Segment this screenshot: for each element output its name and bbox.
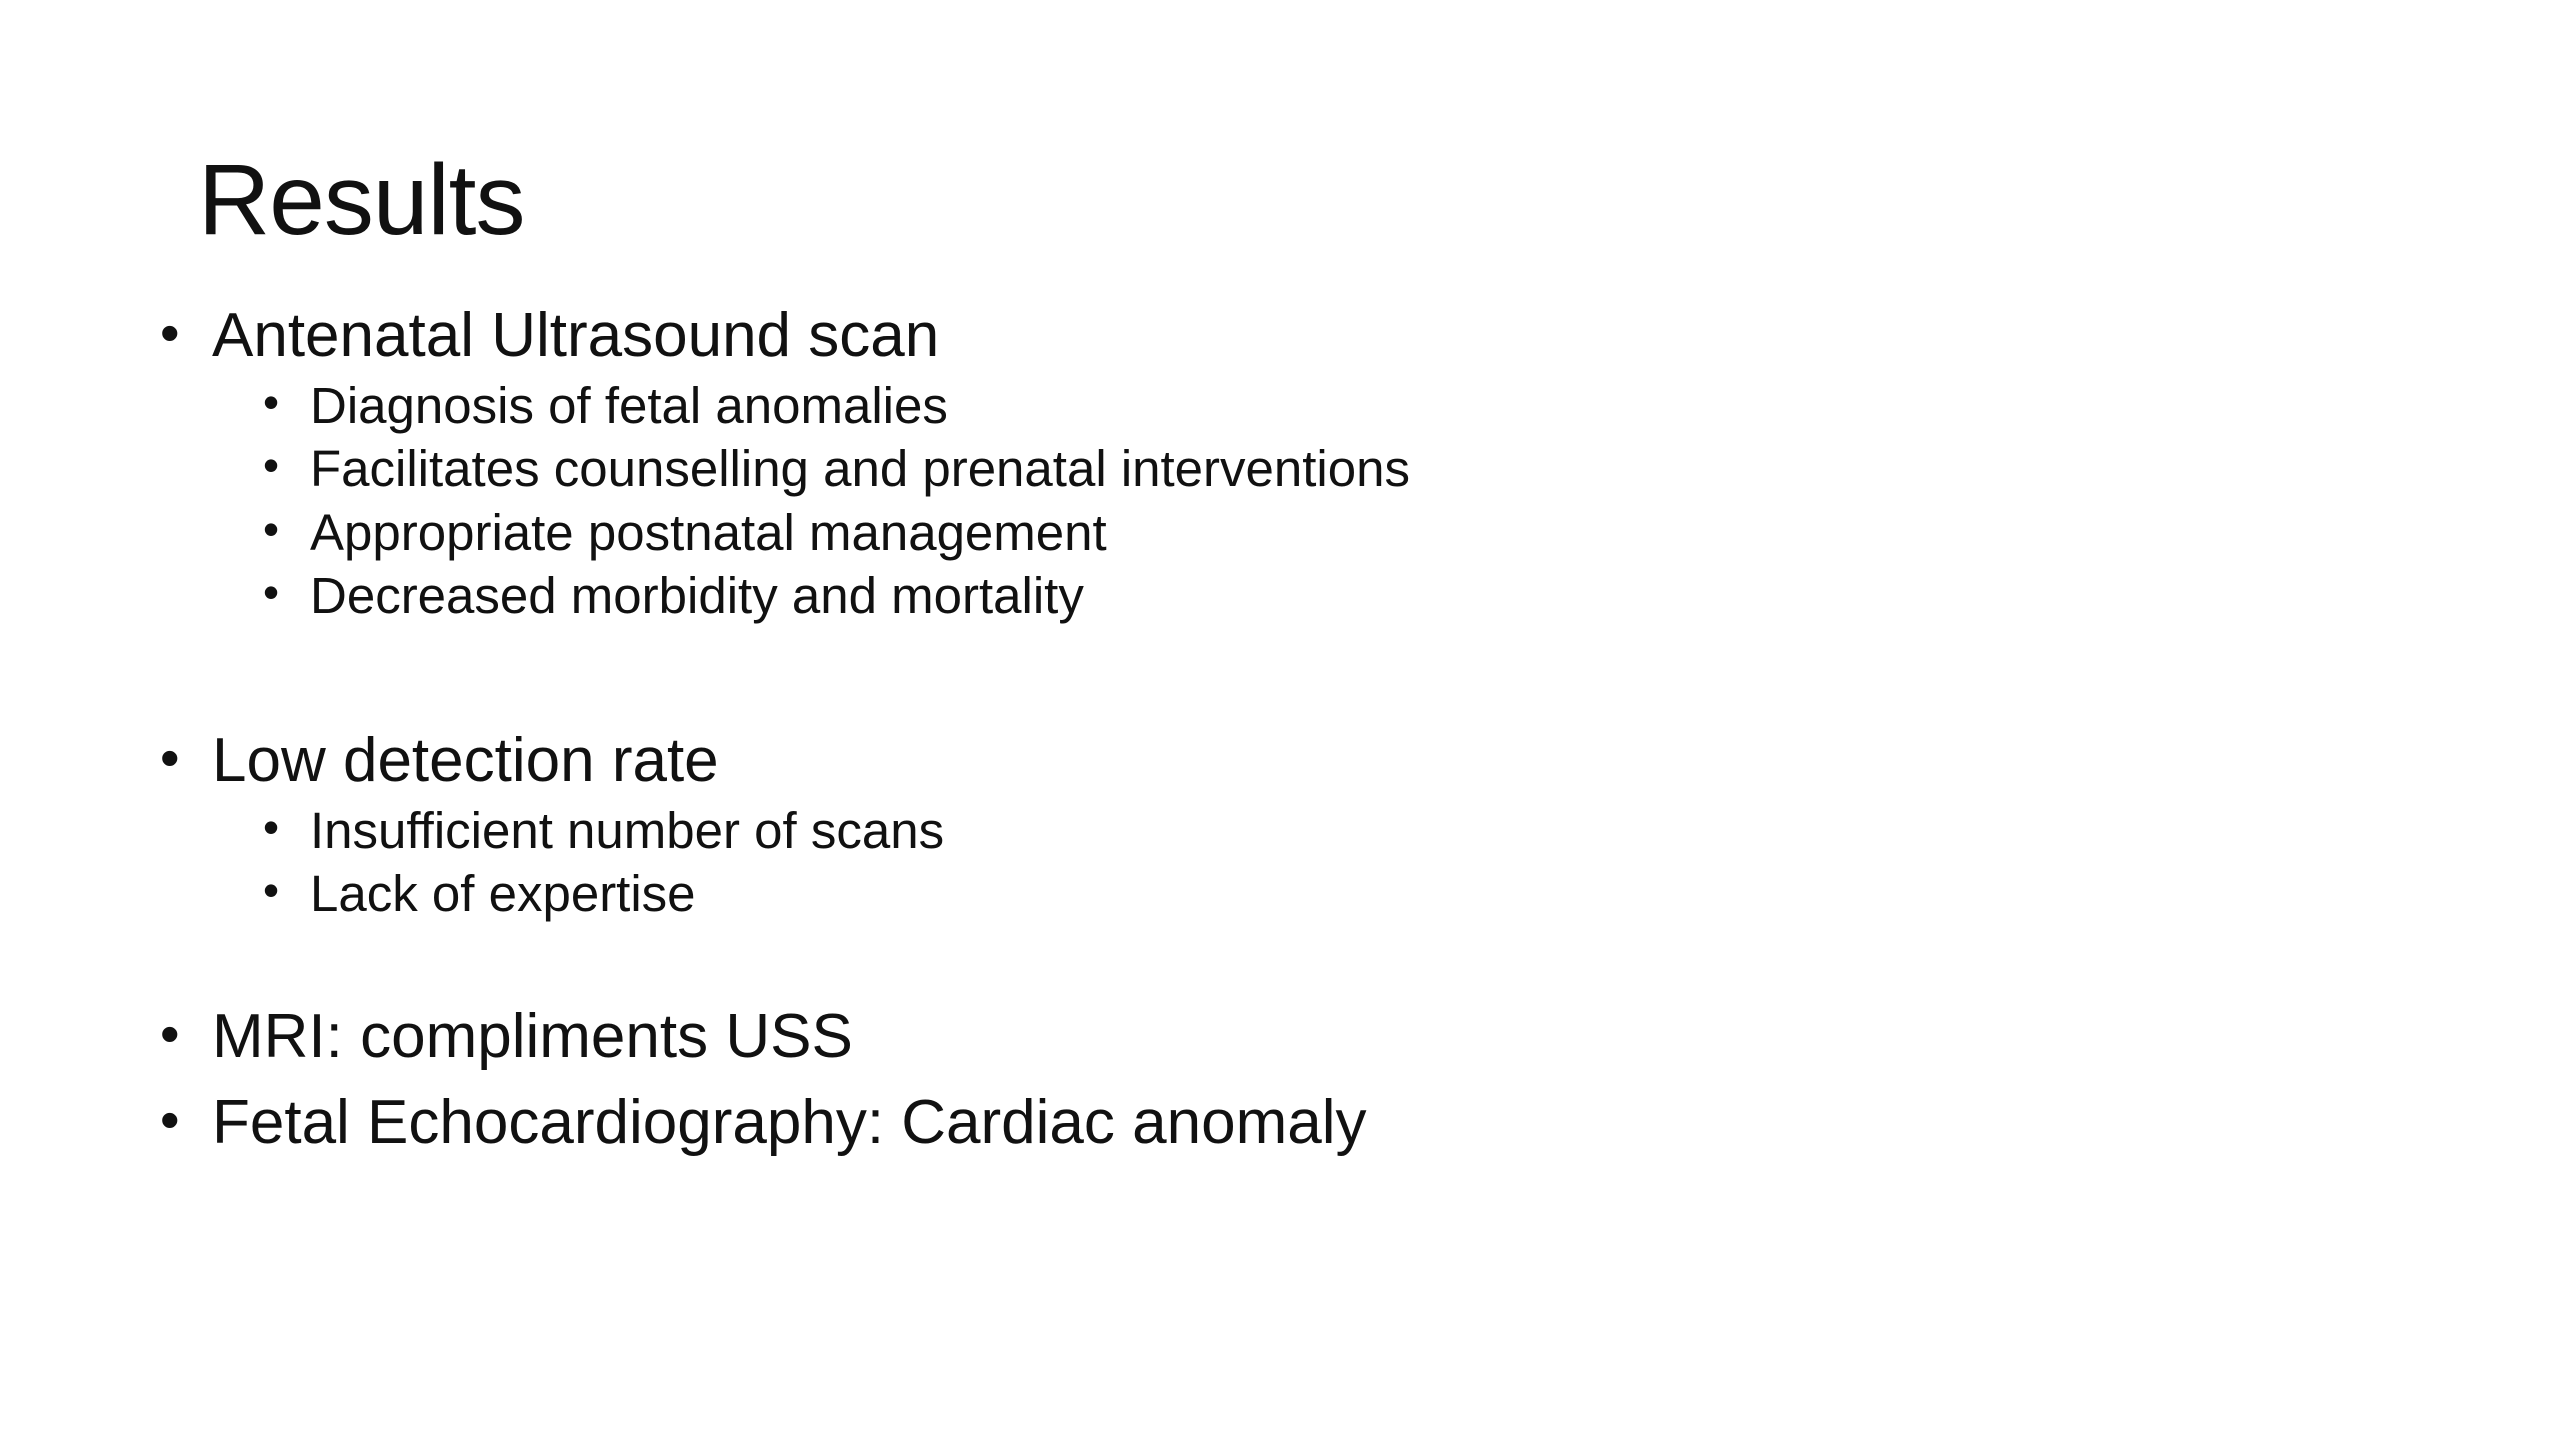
sub-bullet-label: Lack of expertise — [310, 865, 696, 922]
bullet-label: Antenatal Ultrasound scan — [212, 301, 940, 370]
bullet-icon: • — [263, 503, 280, 555]
bullet-item-antenatal-ultrasound — [160, 301, 940, 370]
sub-bullet-label: Appropriate postnatal management — [310, 504, 1107, 561]
slide-title: Results — [198, 144, 525, 256]
sub-bullet-item — [263, 566, 1084, 624]
sub-bullet-item — [263, 801, 945, 859]
sub-bullet-label: Facilitates counselling and prenatal interventions — [310, 440, 1410, 497]
sub-bullet-label: Decreased morbidity and mortality — [310, 567, 1084, 624]
bullet-icon: • — [263, 566, 280, 618]
bullet-label: Low detection rate — [212, 726, 719, 795]
bullet-icon: • — [263, 376, 280, 428]
bullet-icon: • — [160, 301, 180, 364]
bullet-label: MRI: compliments USS — [212, 1002, 853, 1071]
bullet-item-low-detection-rate — [160, 726, 719, 795]
sub-bullet-item — [263, 376, 948, 434]
sub-bullet-label: Insufficient number of scans — [310, 802, 945, 859]
bullet-icon: • — [263, 801, 280, 853]
sub-bullet-label: Diagnosis of fetal anomalies — [310, 377, 948, 434]
bullet-icon: • — [160, 1088, 180, 1151]
bullet-icon: • — [160, 726, 180, 789]
sub-bullet-item — [263, 864, 696, 922]
sub-bullet-item — [263, 503, 1107, 561]
bullet-icon: • — [263, 439, 280, 491]
sub-bullet-item — [263, 439, 1410, 497]
bullet-label: Fetal Echocardiography: Cardiac anomaly — [212, 1088, 1367, 1157]
bullet-icon: • — [160, 1002, 180, 1065]
bullet-item-fetal-echocardiography — [160, 1088, 1367, 1157]
bullet-icon: • — [263, 864, 280, 916]
bullet-item-mri — [160, 1002, 853, 1071]
